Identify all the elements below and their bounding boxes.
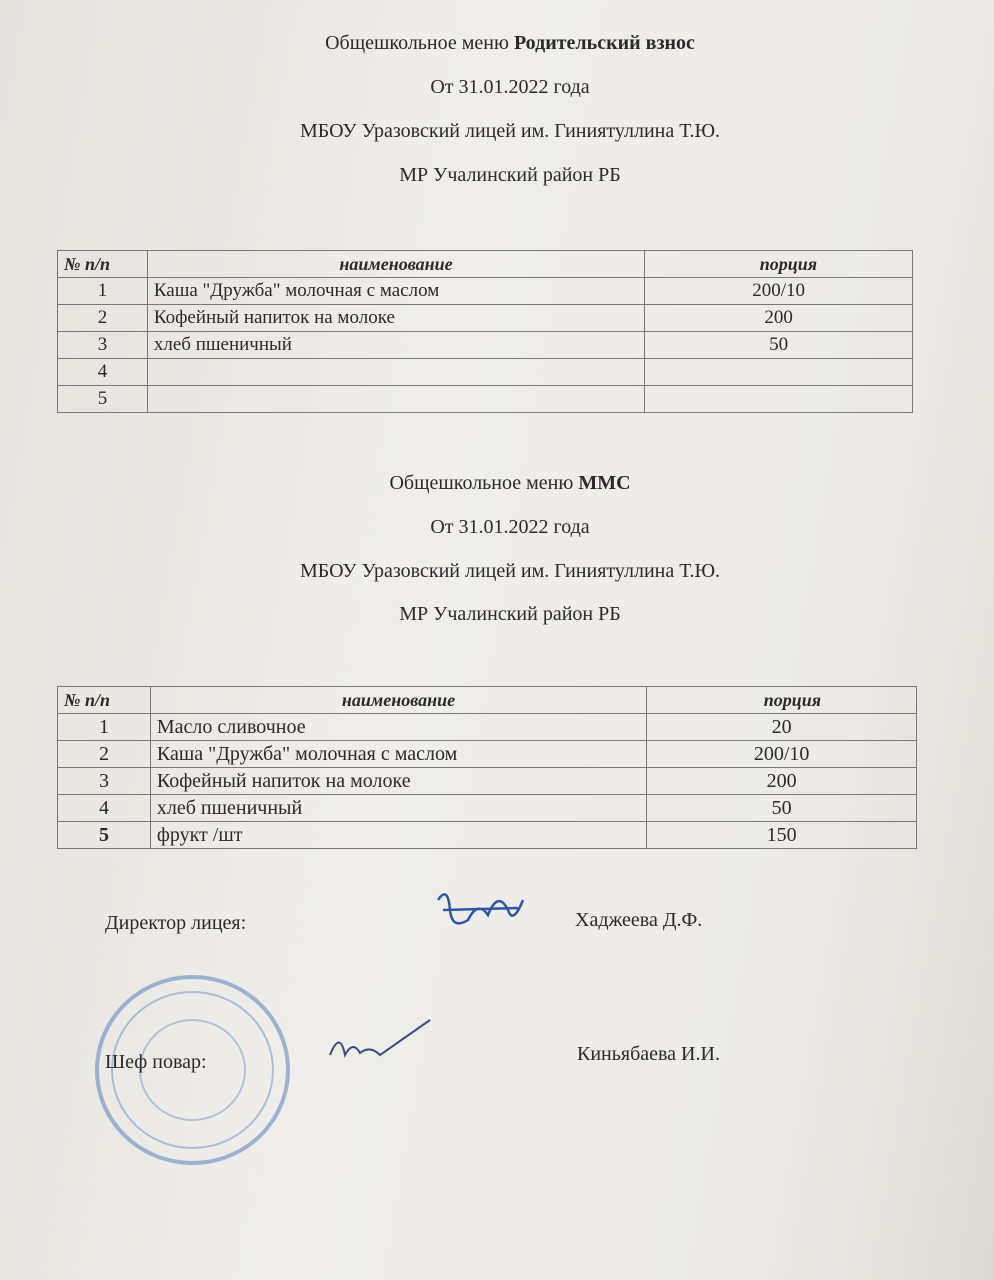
cell-portion	[645, 386, 913, 413]
table-row	[58, 741, 917, 768]
cell-name: Кофейный напиток на молоке	[150, 768, 646, 795]
title-bold: Родительский взнос	[513, 32, 695, 54]
title-prefix: Общешкольное меню	[389, 472, 574, 494]
menu2-title	[0, 472, 994, 495]
menu2-district: МР Учалинский район РБ	[399, 603, 621, 625]
table-header-row	[58, 687, 917, 714]
cell-name	[147, 386, 644, 413]
table-header-row	[58, 251, 913, 278]
title-bold: ММС	[578, 472, 631, 494]
table-row	[58, 795, 917, 822]
header-name: наименование	[150, 687, 646, 714]
table-row	[58, 359, 913, 386]
cell-portion: 50	[645, 332, 913, 359]
table-row	[58, 278, 913, 305]
header-name: наименование	[147, 251, 644, 278]
cell-portion: 200	[645, 305, 913, 332]
director-name: Хаджеева Д.Ф.	[575, 909, 703, 931]
menu1-district: МР Учалинский район РБ	[399, 164, 621, 186]
cell-name: Кофейный напиток на молоке	[147, 305, 644, 332]
cell-name: Каша "Дружба" молочная с маслом	[147, 278, 644, 305]
director-signature	[428, 880, 528, 940]
cell-name: фрукт /шт	[150, 822, 646, 849]
menu1-table	[57, 250, 913, 413]
table-row	[58, 714, 917, 741]
cell-number: 2	[58, 741, 151, 768]
menu2-table	[57, 686, 917, 849]
cell-number: 3	[58, 332, 148, 359]
cell-number: 5	[58, 822, 151, 849]
header-portion: порция	[647, 687, 917, 714]
chef-signature	[325, 1015, 435, 1065]
cell-number: 1	[58, 714, 151, 741]
menu1-date: От 31.01.2022 года	[430, 76, 590, 98]
cell-portion: 200	[647, 768, 917, 795]
cell-portion: 150	[647, 822, 917, 849]
table-row	[58, 822, 917, 849]
table-row	[58, 386, 913, 413]
cell-portion	[645, 359, 913, 386]
table-row	[58, 332, 913, 359]
cell-number: 4	[58, 795, 151, 822]
chef-label: Шеф повар:	[105, 1051, 207, 1073]
cell-number: 1	[58, 278, 148, 305]
header-number: № п/п	[58, 687, 151, 714]
header-number: № п/п	[58, 251, 148, 278]
cell-name: хлеб пшеничный	[150, 795, 646, 822]
cell-number: 5	[58, 386, 148, 413]
menu2-date: От 31.01.2022 года	[430, 516, 590, 538]
cell-name	[147, 359, 644, 386]
cell-portion: 200/10	[647, 741, 917, 768]
cell-number: 2	[58, 305, 148, 332]
cell-portion: 50	[647, 795, 917, 822]
cell-name: хлеб пшеничный	[147, 332, 644, 359]
table-row	[58, 305, 913, 332]
cell-number: 3	[58, 768, 151, 795]
cell-number: 4	[58, 359, 148, 386]
title-prefix: Общешкольное меню	[325, 32, 509, 54]
cell-portion: 200/10	[645, 278, 913, 305]
menu2-school: МБОУ Уразовский лицей им. Гиниятуллина Т.Ю.	[299, 560, 721, 582]
chef-name: Киньябаева И.И.	[577, 1043, 720, 1065]
director-label: Директор лицея:	[105, 912, 247, 934]
cell-name: Каша "Дружба" молочная с маслом	[150, 741, 646, 768]
menu1-title	[0, 32, 994, 55]
menu1-school: МБОУ Уразовский лицей им. Гиниятуллина Т.Ю.	[299, 120, 721, 142]
cell-portion: 20	[647, 714, 917, 741]
cell-name: Масло сливочное	[150, 714, 646, 741]
table-row	[58, 768, 917, 795]
header-portion: порция	[645, 251, 913, 278]
